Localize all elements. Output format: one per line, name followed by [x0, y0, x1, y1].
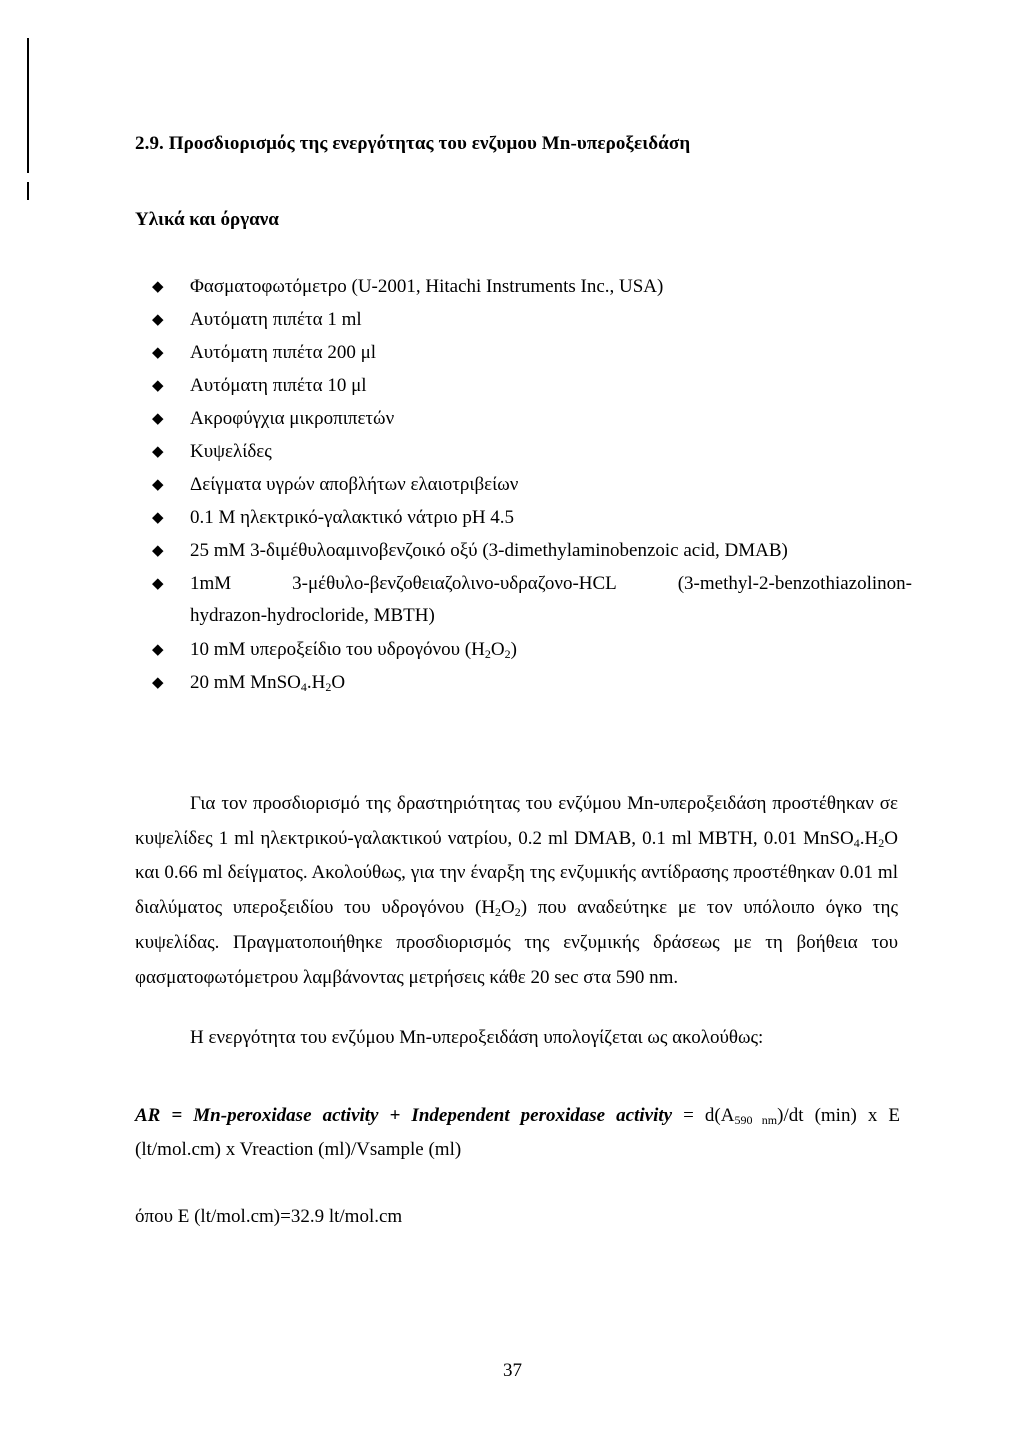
list-item: ◆ 20 mM $MnSO_4.H_2O$ [152, 672, 346, 694]
list-item: ◆ 0.1 M ηλεκτρικό-γαλακτικό νάτριο pH 4.5 [152, 507, 515, 528]
diamond-bullet-icon: ◆ [152, 576, 164, 592]
list-item: ◆ 10 mM υπεροξείδιο του υδρογόνου $(H_2O_2)$ [152, 639, 517, 661]
diamond-bullet-icon: ◆ [152, 345, 164, 361]
diamond-bullet-icon: ◆ [152, 444, 164, 460]
diamond-bullet-icon: ◆ [152, 411, 164, 427]
procedure-paragraph: Για τον προσδιορισμό της δραστηριότητας του ενζύμου Mn-υπεροξειδάση προστέθηκαν σε κυψελίδες 1 ml ηλεκτρικού-γαλακτικού νατρίου, 0.2 ml DMAB, 0.1 ml MBTH, 0.01 $MnSO_4.H_2O$ και 0.66 ml δείγματος. Ακολούθως, για την έναρξη της ενζυμικής αντίδρασης προστέθηκαν 0.01 ml διαλύματος υπεροξειδίου του υδρογόνου $(H_2O_2)$ που αναδεύτηκε με τον υπόλοιπο όγκο της κυψελίδας. Πραγματοποιήθηκε προσδιορισμός της ενζυμικής δράσεως με τη βοήθεια του φασματοφωτόμετρου λαμβάνοντας μετρήσεις κάθε 20 sec στα 590 nm. [135, 793, 898, 988]
scan-line-artifact [27, 38, 29, 173]
diamond-bullet-icon: ◆ [152, 378, 164, 394]
diamond-bullet-icon: ◆ [152, 510, 164, 526]
materials-list [152, 275, 912, 704]
list-item: ◆ Αυτόματη πιπέτα 200 μl [152, 342, 377, 363]
materials-subheading: Υλικά και όργανα [135, 209, 279, 230]
activity-formula: AR = Mn-peroxidase activity + Independent peroxidase activity = $d(A_{590 nm})/dt$ (min) x E (lt/mol.cm) x Vreaction (ml)/Vsample (ml) [135, 1105, 901, 1160]
diamond-bullet-icon: ◆ [152, 477, 164, 493]
list-item: ◆ Δείγματα υγρών αποβλήτων ελαιοτριβείων [152, 474, 519, 495]
list-item: ◆ 25 mM 3-διμέθυλοαμινοβενζοικό οξύ (3-dimethylaminobenzoic acid, DMAB) [152, 540, 788, 561]
diamond-bullet-icon: ◆ [152, 543, 164, 559]
activity-sentence: Η ενεργότητα του ενζύμου Mn-υπεροξειδάση υπολογίζεται ως ακολούθως: [190, 1027, 764, 1048]
extinction-coefficient-line: όπου E (lt/mol.cm)=32.9 lt/mol.cm [135, 1206, 403, 1227]
list-item: ◆ Φασματοφωτόμετρο (U-2001, Hitachi Instruments Inc., USA) [152, 276, 664, 297]
diamond-bullet-icon: ◆ [152, 279, 164, 295]
list-item: ◆ Ακροφύγχια μικροπιπετών [152, 408, 395, 429]
list-item: ◆ Αυτόματη πιπέτα 10 μl [152, 375, 367, 396]
diamond-bullet-icon: ◆ [152, 642, 164, 658]
list-item-mbth: ◆ 1mM 3-μέθυλο-βενζοθειαζολινο-υδραζονο-HCL (3-methyl-2-benzothiazolinon- hydrazon-hydrocloride, MBTH) [152, 573, 912, 626]
scan-line-artifact [27, 182, 29, 200]
page-number: 37 [503, 1360, 522, 1381]
section-heading: 2.9. Προσδιορισμός της ενεργότητας του ενζυμου Mn-υπεροξειδάση [135, 133, 691, 154]
diamond-bullet-icon: ◆ [152, 675, 164, 691]
diamond-bullet-icon: ◆ [152, 312, 164, 328]
list-item: ◆ Αυτόματη πιπέτα 1 ml [152, 309, 362, 330]
list-item: ◆ Κυψελίδες [152, 441, 272, 462]
